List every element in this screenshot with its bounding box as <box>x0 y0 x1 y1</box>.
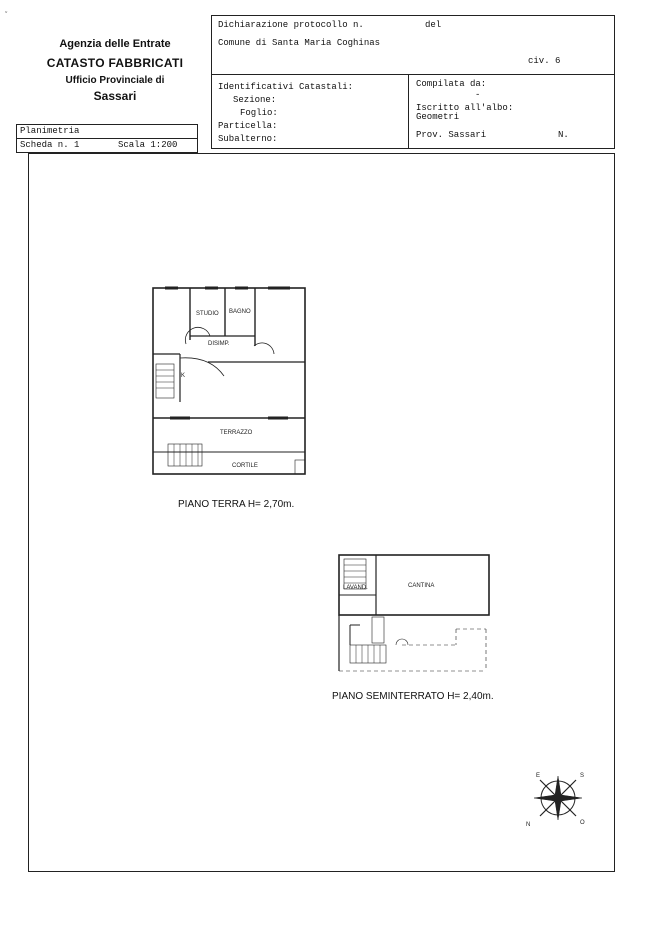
scheda-label: Scheda n. 1 <box>20 140 80 150</box>
subalterno-label: Subalterno: <box>218 134 278 144</box>
drawing-frame <box>28 153 615 872</box>
foglio-label: Foglio: <box>240 108 278 118</box>
iscritto-label: Iscritto all'albo: <box>416 103 514 113</box>
prov-label: Prov. Sassari <box>416 130 487 140</box>
piano-terra-caption: PIANO TERRA H= 2,70m. <box>178 499 295 510</box>
corner-mark: ˇ <box>5 12 8 19</box>
compilata-label: Compilata da: <box>416 79 487 89</box>
compass-label-n: N <box>526 822 531 828</box>
sezione-label: Sezione: <box>233 95 277 105</box>
n-label: N. <box>558 130 569 140</box>
compass-label-o: O <box>580 820 585 826</box>
planimetria-label: Planimetria <box>20 126 80 136</box>
agency-office: Ufficio Provinciale di <box>65 75 165 86</box>
dichiarazione-label: Dichiarazione protocollo n. <box>218 20 364 30</box>
room-cantina: CANTINA <box>408 583 435 589</box>
agency-name: Agenzia delle Entrate <box>59 38 171 50</box>
piano-seminterrato-plan <box>336 553 496 683</box>
identificativi-label: Identificativi Catastali: <box>218 82 354 92</box>
piano-seminterrato-caption: PIANO SEMINTERRATO H= 2,40m. <box>332 691 494 702</box>
room-bagno: BAGNO <box>229 309 251 315</box>
albo-value: Geometri <box>416 112 460 122</box>
scala-label: Scala 1:200 <box>118 140 178 150</box>
particella-label: Particella: <box>218 121 278 131</box>
room-disimp: DISIMP. <box>208 341 230 347</box>
room-lavand: LAVAND. <box>343 585 368 591</box>
room-k: K <box>181 373 186 379</box>
civico-label: civ. 6 <box>528 56 561 66</box>
room-terrazzo: TERRAZZO <box>220 430 253 436</box>
compass-label-s: S <box>580 773 585 779</box>
piano-terra-plan <box>150 284 310 480</box>
del-label: del <box>425 20 442 30</box>
compilata-dash: - <box>475 90 481 100</box>
room-cortile: CORTILE <box>232 463 258 469</box>
comune-label: Comune di Santa Maria Coghinas <box>218 38 381 48</box>
compass-rose-icon <box>520 768 592 828</box>
room-studio: STUDIO <box>196 311 219 317</box>
agency-city: Sassari <box>93 89 137 103</box>
agency-department: CATASTO FABBRICATI <box>46 56 184 70</box>
compass-label-e: E <box>536 773 541 779</box>
